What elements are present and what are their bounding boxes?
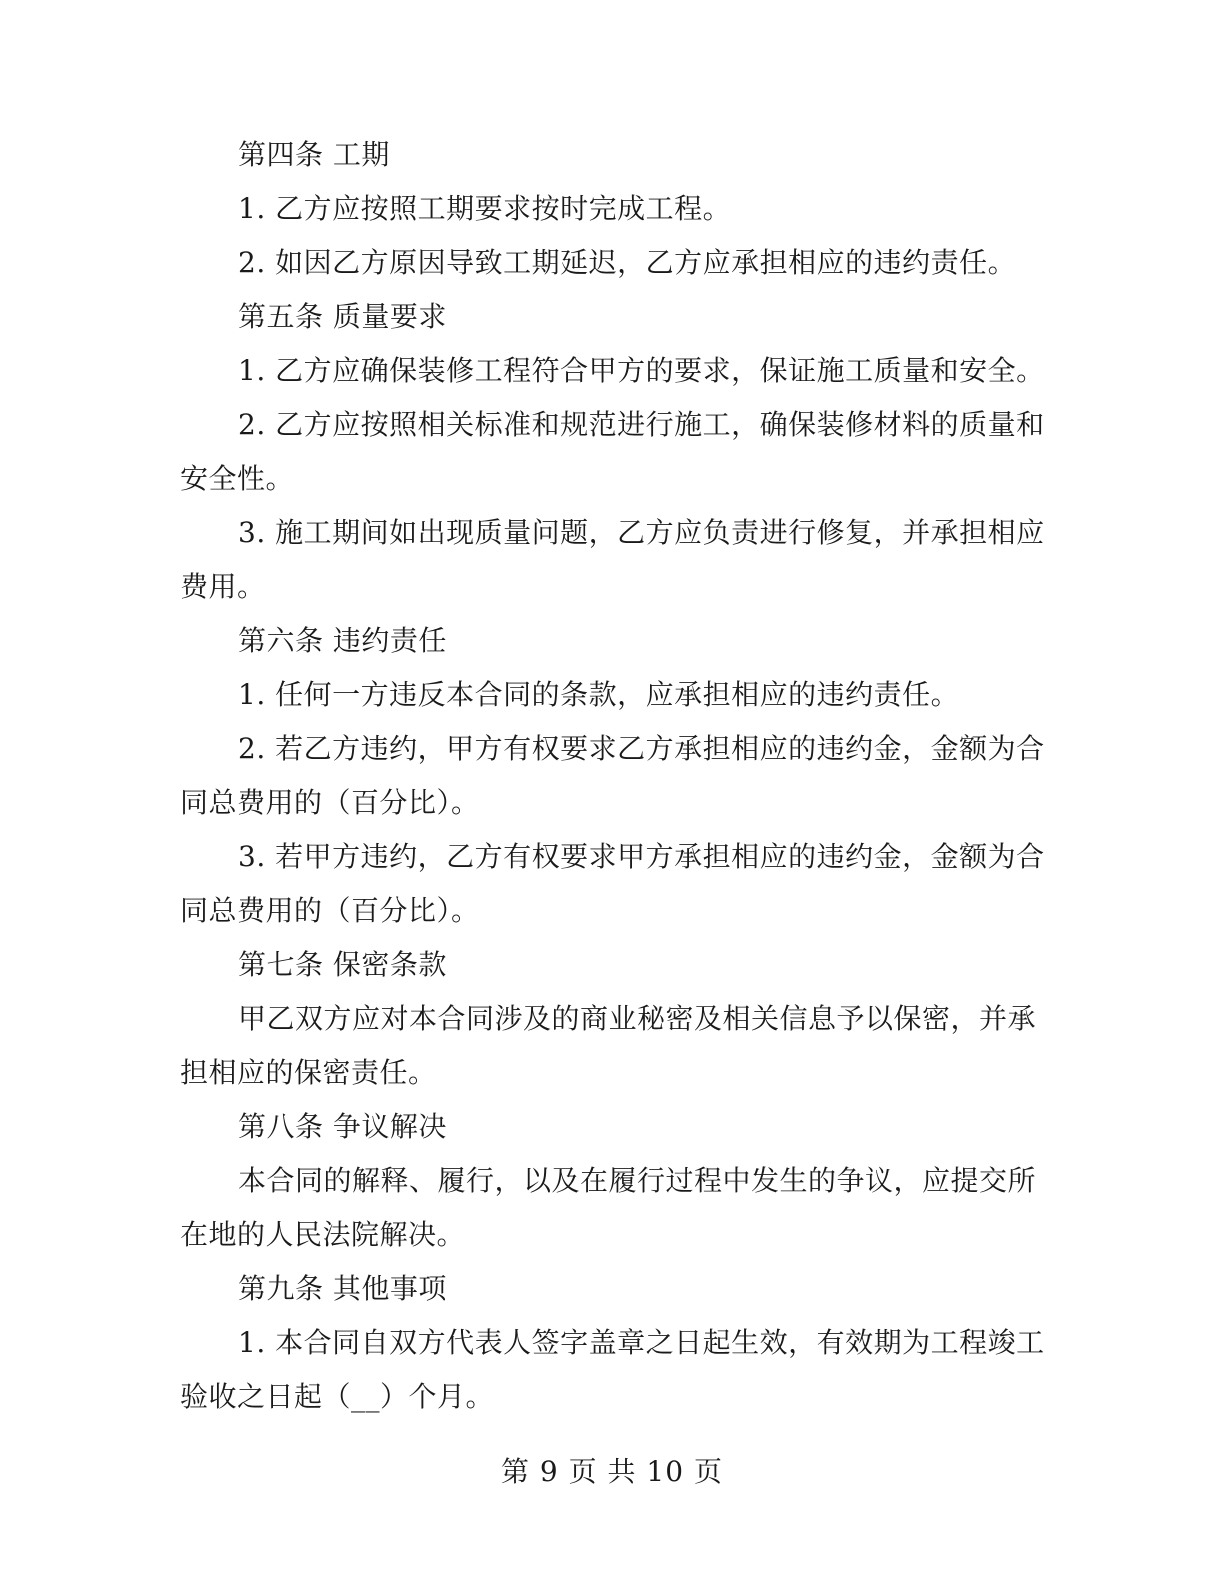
- text-line: 3. 施工期间如出现质量问题，乙方应负责进行修复，并承担相应: [238, 516, 1045, 549]
- text-line: 2. 如因乙方原因导致工期延迟，乙方应承担相应的违约责任。: [238, 246, 1017, 279]
- text-line: 费用。: [180, 570, 266, 603]
- text-line: 第八条 争议解决: [238, 1110, 447, 1143]
- text-line: 担相应的保密责任。: [180, 1056, 437, 1089]
- text-line: 第九条 其他事项: [238, 1272, 447, 1305]
- text-line: 验收之日起（__）个月。: [180, 1380, 495, 1413]
- text-line: 第六条 违约责任: [238, 624, 447, 657]
- document-body: [180, 128, 1045, 1424]
- page-number-footer: 第 9 页 共 10 页: [501, 1455, 723, 1488]
- text-line: 第五条 质量要求: [238, 300, 447, 333]
- text-line: 3. 若甲方违约，乙方有权要求甲方承担相应的违约金，金额为合: [238, 840, 1045, 873]
- text-line: 2. 若乙方违约，甲方有权要求乙方承担相应的违约金，金额为合: [238, 732, 1045, 765]
- text-line: 1. 乙方应按照工期要求按时完成工程。: [238, 192, 732, 225]
- text-line: 在地的人民法院解决。: [180, 1218, 466, 1251]
- text-line: 第七条 保密条款: [238, 948, 447, 981]
- text-line: 甲乙双方应对本合同涉及的商业秘密及相关信息予以保密，并承: [238, 1002, 1037, 1035]
- text-line: 同总费用的（百分比）。: [180, 786, 480, 819]
- text-line: 2. 乙方应按照相关标准和规范进行施工，确保装修材料的质量和: [238, 408, 1045, 441]
- text-line: 安全性。: [180, 462, 295, 495]
- text-line: 同总费用的（百分比）。: [180, 894, 480, 927]
- text-line: 本合同的解释、履行，以及在履行过程中发生的争议，应提交所: [238, 1164, 1037, 1197]
- text-line: 1. 任何一方违反本合同的条款，应承担相应的违约责任。: [238, 678, 960, 711]
- text-line: 第四条 工期: [238, 138, 390, 171]
- text-line: 1. 乙方应确保装修工程符合甲方的要求，保证施工质量和安全。: [238, 354, 1045, 387]
- text-line: 1. 本合同自双方代表人签字盖章之日起生效，有效期为工程竣工: [238, 1326, 1045, 1359]
